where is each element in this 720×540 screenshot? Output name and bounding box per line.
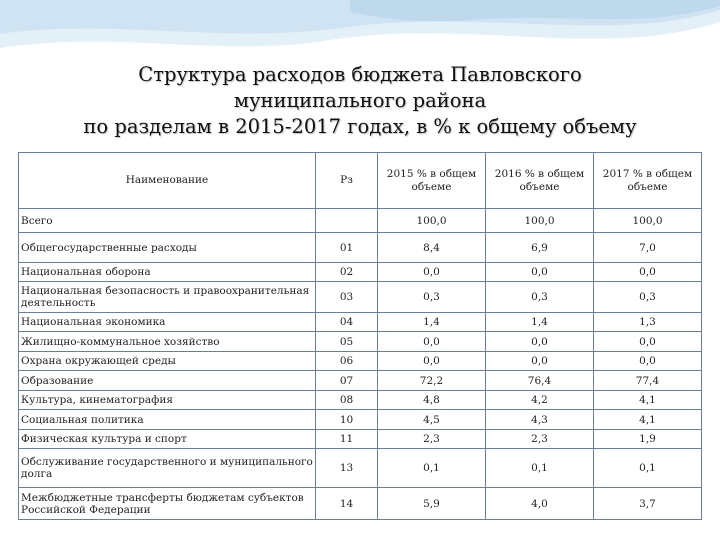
row-value-2016: 0,3 xyxy=(486,282,594,313)
row-rz: 10 xyxy=(316,410,378,430)
row-value-2017: 1,3 xyxy=(594,313,702,332)
row-rz: 02 xyxy=(316,263,378,282)
row-rz: 11 xyxy=(316,430,378,449)
table-row xyxy=(19,449,702,488)
row-name: Межбюджетные трансферты бюджетам субъектов Российской Федерации xyxy=(19,488,316,520)
row-rz: 08 xyxy=(316,391,378,410)
row-name: Национальная оборона xyxy=(19,263,316,282)
table-row xyxy=(19,371,702,391)
row-rz: 14 xyxy=(316,488,378,520)
table-row xyxy=(19,313,702,332)
row-name: Жилищно-коммунальное хозяйство xyxy=(19,332,316,352)
table-row xyxy=(19,263,702,282)
row-value-2016: 4,0 xyxy=(486,488,594,520)
header-rz: Рз xyxy=(316,153,378,209)
row-value-2017: 4,1 xyxy=(594,391,702,410)
row-value-2016: 0,0 xyxy=(486,332,594,352)
row-name: Национальная экономика xyxy=(19,313,316,332)
row-value-2017: 1,9 xyxy=(594,430,702,449)
table-row xyxy=(19,233,702,263)
table-row xyxy=(19,488,702,520)
row-value-2017: 4,1 xyxy=(594,410,702,430)
row-name: Обслуживание государственного и муниципального долга xyxy=(19,449,316,488)
row-name: Физическая культура и спорт xyxy=(19,430,316,449)
row-value-2016: 4,3 xyxy=(486,410,594,430)
row-rz: 13 xyxy=(316,449,378,488)
row-value-2015: 2,3 xyxy=(378,430,486,449)
table-row xyxy=(19,410,702,430)
row-value-2017: 0,3 xyxy=(594,282,702,313)
row-value-2017: 0,1 xyxy=(594,449,702,488)
row-value-2016: 2,3 xyxy=(486,430,594,449)
row-value-2015: 0,0 xyxy=(378,352,486,371)
row-value-2016: 6,9 xyxy=(486,233,594,263)
row-value-2016: 76,4 xyxy=(486,371,594,391)
row-value-2015: 72,2 xyxy=(378,371,486,391)
row-value-2015: 0,1 xyxy=(378,449,486,488)
table-row xyxy=(19,391,702,410)
row-value-2016: 0,0 xyxy=(486,352,594,371)
row-rz: 05 xyxy=(316,332,378,352)
row-value-2017: 100,0 xyxy=(594,209,702,233)
table-row xyxy=(19,209,702,233)
row-name: Национальная безопасность и правоохранительная деятельность xyxy=(19,282,316,313)
row-value-2015: 1,4 xyxy=(378,313,486,332)
row-value-2015: 100,0 xyxy=(378,209,486,233)
row-value-2015: 8,4 xyxy=(378,233,486,263)
row-value-2016: 0,1 xyxy=(486,449,594,488)
page-title xyxy=(0,62,720,140)
table-row xyxy=(19,332,702,352)
row-name: Всего xyxy=(19,209,316,233)
header-2017: 2017 % в общем объеме xyxy=(594,153,702,209)
table-row xyxy=(19,430,702,449)
row-name: Социальная политика xyxy=(19,410,316,430)
budget-structure-table xyxy=(18,152,702,520)
row-name: Охрана окружающей среды xyxy=(19,352,316,371)
row-value-2017: 0,0 xyxy=(594,352,702,371)
row-value-2016: 4,2 xyxy=(486,391,594,410)
row-value-2017: 7,0 xyxy=(594,233,702,263)
table-header-row xyxy=(19,153,702,209)
header-2015: 2015 % в общем объеме xyxy=(378,153,486,209)
title-line-1: Структура расходов бюджета Павловского xyxy=(138,63,582,86)
row-value-2015: 4,5 xyxy=(378,410,486,430)
title-line-2: муниципального района xyxy=(233,89,487,112)
title-line-3: по разделам в 2015-2017 годах, в % к общему объему xyxy=(83,115,637,138)
row-value-2016: 0,0 xyxy=(486,263,594,282)
header-2016: 2016 % в общем объеме xyxy=(486,153,594,209)
row-value-2017: 0,0 xyxy=(594,332,702,352)
row-rz: 06 xyxy=(316,352,378,371)
row-value-2017: 0,0 xyxy=(594,263,702,282)
row-value-2015: 0,0 xyxy=(378,263,486,282)
row-value-2015: 0,0 xyxy=(378,332,486,352)
row-rz xyxy=(316,209,378,233)
row-value-2017: 77,4 xyxy=(594,371,702,391)
header-name: Наименование xyxy=(19,153,316,209)
row-value-2016: 1,4 xyxy=(486,313,594,332)
row-value-2015: 4,8 xyxy=(378,391,486,410)
row-rz: 03 xyxy=(316,282,378,313)
row-name: Образование xyxy=(19,371,316,391)
row-rz: 07 xyxy=(316,371,378,391)
row-name: Общегосударственные расходы xyxy=(19,233,316,263)
row-name: Культура, кинематография xyxy=(19,391,316,410)
table-row xyxy=(19,282,702,313)
row-value-2015: 5,9 xyxy=(378,488,486,520)
row-rz: 04 xyxy=(316,313,378,332)
row-rz: 01 xyxy=(316,233,378,263)
row-value-2017: 3,7 xyxy=(594,488,702,520)
row-value-2016: 100,0 xyxy=(486,209,594,233)
table-row xyxy=(19,352,702,371)
row-value-2015: 0,3 xyxy=(378,282,486,313)
